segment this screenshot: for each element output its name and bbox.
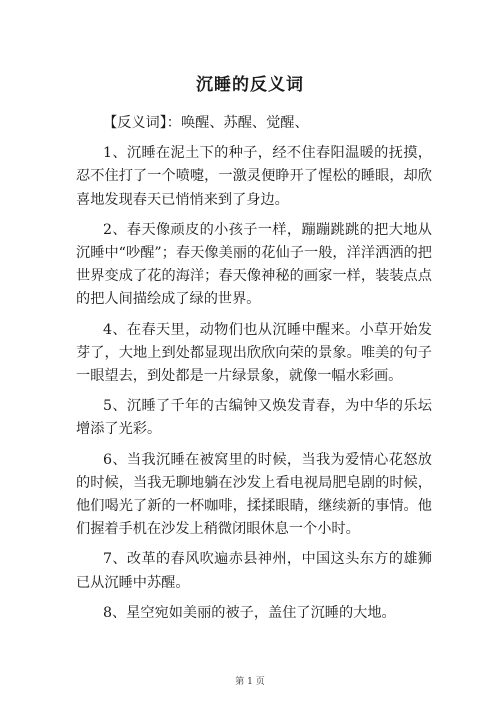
document-body [76,112,432,632]
paragraph-4: 4、在春天里，动物们也从沉睡中醒来。小草开始发芽了，大地上到处都显现出欣欣向荣的景象。唯美的句子一眼望去，到处都是一片绿景象，就像一幅水彩画。 [76,321,432,385]
paragraph-8: 8、星空宛如美丽的被子，盖住了沉睡的大地。 [102,604,396,621]
paragraph-6: 6、当我沉睡在被窝里的时候，当我为爱情心花怒放的时候，当我无聊地躺在沙发上看电视局肥皂剧的时候，他们喝光了新的一杯咖啡，揉揉眼睛，继续新的事情。他们握着手机在沙发上稍微闭眼休息一个小时。 [76,451,432,538]
paragraph-5: 5、沉睡了千年的古编钟又焕发青春，为中华的乐坛增添了光彩。 [76,398,432,438]
page-number: 第 1 页 [235,677,265,687]
paragraph-antonyms: 【反义词】：唤醒、苏醒、觉醒、 [102,115,309,131]
paragraph-7: 7、改革的春风吹遍赤县神州，中国这头东方的雄狮已从沉睡中苏醒。 [76,551,432,591]
paragraph-1: 1、沉睡在泥土下的种子，经不住春阳温暖的抚摸，忍不住打了一个喷嚏，一激灵便睁开了惺松的睡眼，却欣喜地发现春天已悄悄来到了身边。 [76,145,432,208]
paragraph-2: 2、春天像顽皮的小孩子一样，蹦蹦跳跳的把大地从沉睡中“吵醒”；春天像美丽的花仙子一般，洋洋洒洒的把世界变成了花的海洋；春天像神秘的画家一样，装装点点的把人间描绘成了绿的世界。 [76,221,432,308]
document-title: 沉睡的反义词 [196,75,304,95]
